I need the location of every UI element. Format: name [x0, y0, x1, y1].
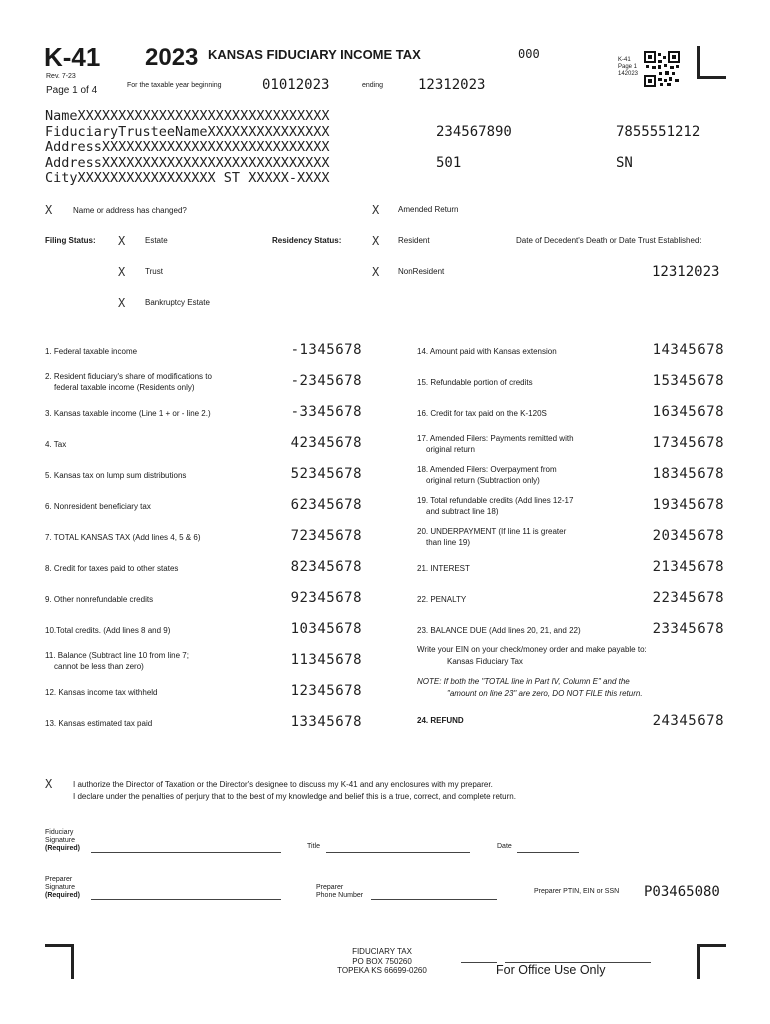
form-title: KANSAS FIDUCIARY INCOME TAX [208, 47, 421, 62]
qr-label-1: K-41 [618, 57, 631, 63]
corner-mark-top-right [697, 46, 726, 79]
preparer-authorization-check[interactable]: X [45, 777, 53, 791]
preparer-phone-label-2: Phone Number [316, 892, 364, 899]
county-value: 501 [436, 155, 462, 171]
corner-mark-bottom-right [697, 944, 726, 979]
right-line-3-value[interactable]: 16345678 [652, 404, 724, 420]
mailing-address-2: PO BOX 750260 [352, 956, 412, 966]
fiduciary-label-3: (Required) [45, 845, 80, 852]
sn-value: SN [616, 155, 633, 171]
right-line-8-label: 21. INTEREST [417, 564, 470, 573]
payment-instruction-2: Kansas Fiduciary Tax [447, 657, 523, 666]
nonresident-check[interactable]: X [372, 265, 380, 279]
right-line-4-label-cont: original return [426, 445, 475, 454]
filing-status-label: Filing Status: [45, 236, 96, 245]
bankruptcy-check[interactable]: X [118, 296, 126, 310]
mailing-address-1: FIDUCIARY TAX [352, 947, 412, 956]
date-field[interactable] [517, 852, 579, 853]
trust-label: Trust [145, 267, 163, 276]
left-line-11-label-cont: cannot be less than zero) [54, 662, 144, 671]
mailing-address [320, 947, 444, 976]
refund-label: 24. REFUND [417, 716, 464, 725]
left-line-12-label: 12. Kansas income tax withheld [45, 688, 158, 697]
right-line-6-label-cont: and subtract line 18) [426, 507, 499, 516]
qr-label-3: 142023 [618, 71, 639, 77]
resident-label: Resident [398, 236, 430, 245]
right-line-1-label: 14. Amount paid with Kansas extension [417, 347, 557, 356]
address-line-1: NameXXXXXXXXXXXXXXXXXXXXXXXXXXXXXXX [45, 108, 330, 124]
right-line-2-value[interactable]: 15345678 [652, 373, 724, 389]
page-number: Page 1 of 4 [46, 85, 98, 96]
do-not-file-note-2: "amount on line 23" are zero, DO NOT FILE this return. [447, 689, 643, 698]
form-id: K-41 [44, 42, 101, 72]
preparer-label-1: Preparer [45, 876, 73, 883]
mailing-address-3: TOPEKA KS 66699-0260 [337, 966, 427, 975]
preparer-signature-field[interactable] [91, 899, 281, 900]
address-block [45, 109, 329, 187]
right-line-1-value[interactable]: 14345678 [652, 342, 724, 358]
left-line-7-label: 7. TOTAL KANSAS TAX (Add lines 4, 5 & 6) [45, 533, 201, 542]
left-line-6-value[interactable]: 62345678 [290, 497, 362, 513]
perjury-declaration: I declare under the penalties of perjury that to the best of my knowledge and belief this is a true, correct, and complete return. [73, 792, 516, 801]
qr-label-block [618, 57, 638, 78]
death-date-value: 12312023 [652, 264, 720, 280]
right-line-4-label: 17. Amended Filers: Payments remitted with [417, 434, 574, 443]
name-changed-label: Name or address has changed? [73, 206, 187, 215]
right-line-3-label: 16. Credit for tax paid on the K-120S [417, 409, 547, 418]
form-code: 000 [518, 47, 540, 61]
left-line-6-label: 6. Nonresident beneficiary tax [45, 502, 151, 511]
office-use-line-1 [461, 962, 497, 963]
left-line-11-label: 11. Balance (Subtract line 10 from line 7; [45, 651, 189, 660]
right-line-7-label: 20. UNDERPAYMENT (If line 11 is greater [417, 527, 567, 536]
amended-return-check[interactable]: X [372, 203, 380, 217]
right-line-6-value[interactable]: 19345678 [652, 497, 724, 513]
resident-check[interactable]: X [372, 234, 380, 248]
left-line-10-value[interactable]: 10345678 [290, 621, 362, 637]
right-line-8-value[interactable]: 21345678 [652, 559, 724, 575]
left-line-8-value[interactable]: 82345678 [290, 559, 362, 575]
preparer-label-3: (Required) [45, 892, 80, 899]
payment-instruction-1: Write your EIN on your check/money order and make payable to: [417, 645, 647, 654]
right-line-6-label: 19. Total refundable credits (Add lines 12-17 [417, 496, 574, 505]
ptin-label: Preparer PTIN, EIN or SSN [534, 888, 620, 895]
left-line-2-label: 2. Resident fiduciary's share of modifications to [45, 372, 212, 381]
right-line-2-label: 15. Refundable portion of credits [417, 378, 533, 387]
right-line-5-label: 18. Amended Filers: Overpayment from [417, 465, 557, 474]
corner-mark-bottom-left [45, 944, 74, 979]
left-line-13-value[interactable]: 13345678 [290, 714, 362, 730]
name-changed-check[interactable]: X [45, 203, 53, 217]
end-date: 12312023 [418, 77, 486, 93]
left-line-5-value[interactable]: 52345678 [290, 466, 362, 482]
right-line-9-value[interactable]: 22345678 [652, 590, 724, 606]
date-label: Date [497, 843, 512, 850]
preparer-label-2: Signature [45, 884, 75, 891]
begin-date: 01012023 [262, 77, 330, 93]
right-line-10-label: 23. BALANCE DUE (Add lines 20, 21, and 22) [417, 626, 581, 635]
left-line-1-label: 1. Federal taxable income [45, 347, 138, 356]
left-line-1-value[interactable]: -1345678 [290, 342, 362, 358]
preparer-phone-field[interactable] [371, 899, 497, 900]
trust-check[interactable]: X [118, 265, 126, 279]
left-line-3-label: 3. Kansas taxable income (Line 1 + or - line 2.) [45, 409, 211, 418]
fiduciary-signature-field[interactable] [91, 852, 281, 853]
amended-return-label: Amended Return [398, 205, 459, 214]
ending-label: ending [362, 82, 384, 89]
do-not-file-note-1: NOTE: If both the "TOTAL line in Part IV, Column E" and the [417, 677, 630, 686]
left-line-10-label: 10.Total credits. (Add lines 8 and 9) [45, 626, 171, 635]
left-line-2-value[interactable]: -2345678 [290, 373, 362, 389]
preparer-phone-label [316, 884, 363, 900]
authorization-text: I authorize the Director of Taxation or the Director's designee to discuss my K-41 and any enclosures with my preparer. [73, 780, 493, 789]
revision: Rev. 7-23 [46, 73, 76, 80]
left-line-3-value[interactable]: -3345678 [290, 404, 362, 420]
right-line-10-value[interactable]: 23345678 [652, 621, 724, 637]
left-line-4-value[interactable]: 42345678 [290, 435, 362, 451]
office-use-label: For Office Use Only [496, 963, 606, 977]
fiduciary-signature-label [45, 829, 80, 853]
left-line-9-label: 9. Other nonrefundable credits [45, 595, 154, 604]
left-line-11-value[interactable]: 11345678 [290, 652, 362, 668]
fiduciary-label-1: Fiduciary [45, 829, 74, 836]
right-line-5-value[interactable]: 18345678 [652, 466, 724, 482]
estate-label: Estate [145, 236, 168, 245]
left-line-13-label: 13. Kansas estimated tax paid [45, 719, 153, 728]
title-label: Title [307, 843, 320, 850]
nonresident-label: NonResident [398, 267, 445, 276]
address-line-2: FiduciaryTrusteeNameXXXXXXXXXXXXXXX [45, 123, 330, 140]
right-line-7-label-cont: than line 19) [426, 538, 471, 547]
preparer-signature-label [45, 876, 80, 900]
address-line-4: AddressXXXXXXXXXXXXXXXXXXXXXXXXXXXX [45, 154, 330, 171]
right-line-4-value[interactable]: 17345678 [652, 435, 724, 451]
left-line-9-value[interactable]: 92345678 [290, 590, 362, 606]
death-date-label: Date of Decedent's Death or Date Trust Established: [516, 236, 702, 245]
title-field[interactable] [326, 852, 470, 853]
qr-code-icon [644, 51, 680, 87]
address-line-5: CityXXXXXXXXXXXXXXXXX ST XXXXX-XXXX [45, 170, 330, 186]
ein-value: 234567890 [436, 124, 512, 140]
right-line-7-value[interactable]: 20345678 [652, 528, 724, 544]
left-line-5-label: 5. Kansas tax on lump sum distributions [45, 471, 187, 480]
tax-year: 2023 [145, 44, 199, 71]
address-line-3: AddressXXXXXXXXXXXXXXXXXXXXXXXXXXXX [45, 139, 330, 155]
taxable-year-label: For the taxable year beginning [127, 82, 222, 89]
ptin-value: P03465080 [644, 884, 720, 900]
qr-label-2: Page 1 [618, 64, 638, 70]
left-line-12-value[interactable]: 12345678 [290, 683, 362, 699]
right-line-5-label-cont: original return (Subtraction only) [426, 476, 540, 485]
left-line-4-label: 4. Tax [45, 440, 67, 449]
left-line-7-value[interactable]: 72345678 [290, 528, 362, 544]
refund-value: 24345678 [652, 713, 724, 729]
bankruptcy-label: Bankruptcy Estate [145, 298, 210, 307]
fiduciary-label-2: Signature [45, 837, 75, 844]
left-line-8-label: 8. Credit for taxes paid to other states [45, 564, 179, 573]
residency-status-label: Residency Status: [272, 236, 342, 245]
phone-value: 7855551212 [616, 124, 701, 140]
estate-check[interactable]: X [118, 234, 126, 248]
preparer-phone-label-1: Preparer [316, 884, 344, 891]
left-line-2-label-cont: federal taxable income (Residents only) [54, 383, 195, 392]
right-line-9-label: 22. PENALTY [417, 595, 467, 604]
